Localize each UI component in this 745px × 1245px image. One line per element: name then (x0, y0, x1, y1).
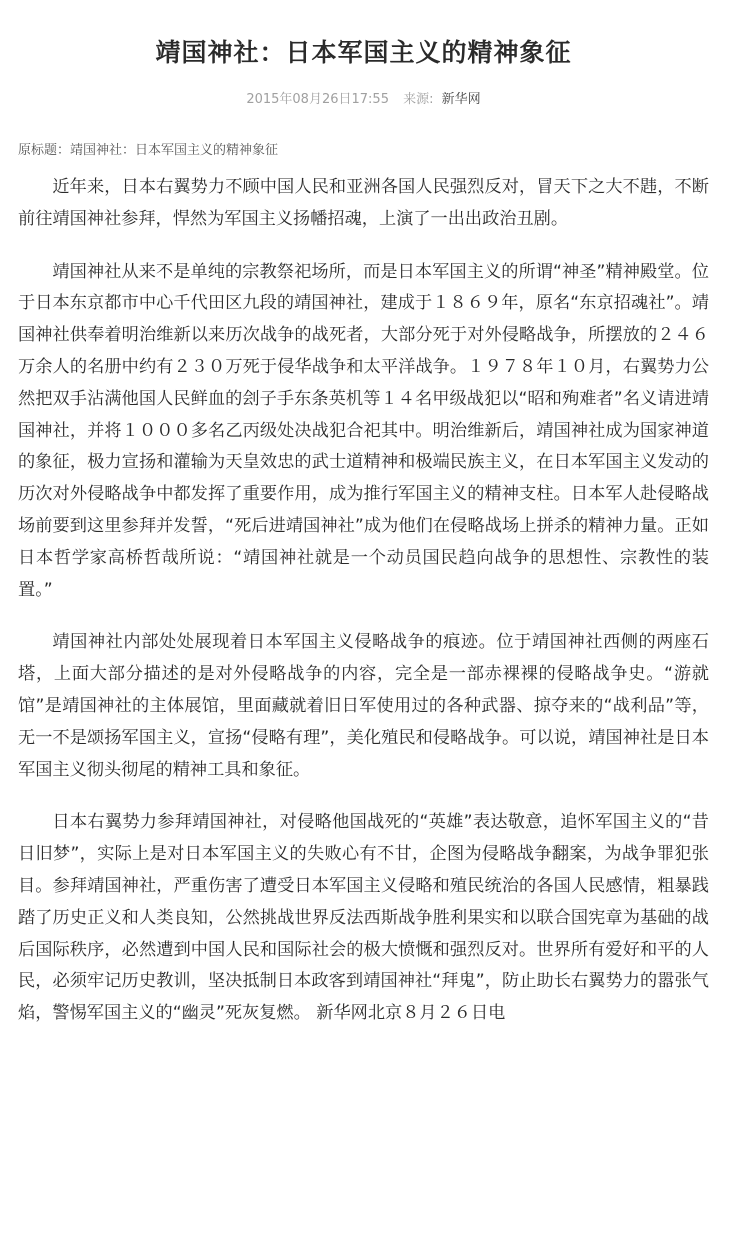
paragraph-2: 靖国神社从来不是单纯的宗教祭祀场所，而是日本军国主义的所谓“神圣”精神殿堂。位于日本东京都市中心千代田区九段的靖国神社，建成于１８６９年，原名“东京招魂社”。靖国神社供奉着明治维新以来历次战争的战死者，大部分死于对外侵略战争，所摆放的２４６万余人的名册中约有２３０万死于侵华战争和太平洋战争。１９７８年１０月，右翼势力公然把双手沾满他国人民鲜血的刽子手东条英机等１４名甲级战犯以“昭和殉难者”名义请进靖国神社，并将１０００多名乙丙级处决战犯合祀其中。明治维新后，靖国神社成为国家神道的象征，极力宣扬和灌输为天皇效忠的武士道精神和极端民族主义，在日本军国主义发动的历次对外侵略战争中都发挥了重要作用，成为推行军国主义的精神支柱。日本军人赴侵略战场前要到这里参拜并发誓，“死后进靖国神社”成为他们在侵略战场上拼杀的精神力量。正如日本哲学家高桥哲哉所说：“靖国神社就是一个动员国民趋向战争的思想性、宗教性的装置。” (18, 261, 709, 600)
paragraph-3: 靖国神社内部处处展现着日本军国主义侵略战争的痕迹。位于靖国神社西侧的两座石塔，上面大部分描述的是对外侵略战争的内容，完全是一部赤裸裸的侵略战争史。“游就馆”是靖国神社的主体展馆，里面藏就着旧日军使用过的各种武器、掠夺来的“战利品”等，无一不是颂扬军国主义，宣扬“侵略有理”，美化殖民和侵略战争。可以说，靖国神社是日本军国主义彻头彻尾的精神工具和象征。 (18, 632, 709, 780)
article-meta (18, 91, 709, 109)
article-body (18, 172, 709, 1030)
source-label: 来源: (403, 92, 434, 107)
paragraph-4: 日本右翼势力参拜靖国神社，对侵略他国战死的“英雄”表达敬意，追怀军国主义的“昔日旧梦”，实际上是对日本军国主义的失败心有不甘，企图为侵略战争翻案，为战争罪犯张目。参拜靖国神社，严重伤害了遭受日本军国主义侵略和殖民统治的各国人民感情，粗暴践踏了历史正义和人类良知，公然挑战世界反法西斯战争胜利果实和以联合国宪章为基础的战后国际秩序，必然遭到中国人民和国际社会的极大愤慨和强烈反对。世界所有爱好和平的人民，必须牢记历史教训，坚决抵制日本政客到靖国神社“拜鬼”，防止助长右翼势力的嚣张气焰，警惕军国主义的“幽灵”死灰复燃。 新华网北京８月２６日电 (18, 812, 709, 1024)
publish-datetime: 2015年08月26日17:55 (246, 92, 389, 107)
article-title: 靖国神社：日本军国主义的精神象征 (155, 38, 572, 67)
paragraph-1: 近年来，日本右翼势力不顾中国人民和亚洲各国人民强烈反对，冒天下之大不韪，不断前往靖国神社参拜，悍然为军国主义扬幡招魂，上演了一出出政治丑剧。 (18, 177, 709, 229)
original-title: 原标题：靖国神社：日本军国主义的精神象征 (18, 143, 279, 158)
source-name[interactable]: 新华网 (441, 92, 481, 107)
